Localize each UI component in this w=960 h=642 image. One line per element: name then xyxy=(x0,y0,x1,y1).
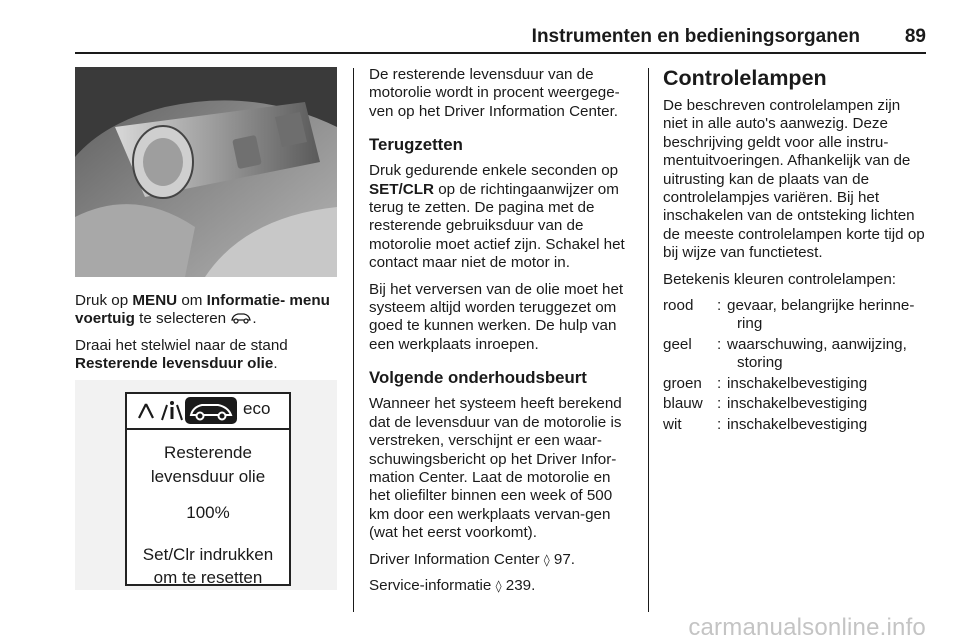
list-item: wit : inschakelbevestiging xyxy=(663,415,868,433)
eco-tab: eco xyxy=(243,399,271,418)
xref-icon: ◊ xyxy=(495,578,502,593)
page-number: 89 xyxy=(904,26,926,47)
column-left xyxy=(75,292,340,382)
column-divider xyxy=(648,68,649,612)
display-line1: Resterende xyxy=(164,443,252,462)
vehicle-info-tab xyxy=(185,397,237,424)
list-item: blauw : inschakelbevestiging xyxy=(663,395,868,413)
page-title: Instrumenten en bedieningsorganen xyxy=(531,26,860,47)
display-line4: om te resetten xyxy=(153,568,263,587)
heading-warning-lights: Controlelampen xyxy=(663,66,827,90)
display-screen xyxy=(125,392,291,586)
paragraph-colors-intro: Betekenis kleuren controlelampen: xyxy=(663,270,897,288)
vehicle-icon xyxy=(230,312,252,324)
color-meaning-list xyxy=(663,297,927,434)
list-item: geel : waarschuwing, aanwijzing, storing xyxy=(663,335,907,372)
car-icon xyxy=(185,397,237,424)
paragraph-reset: Druk gedurende enkele seconden op SET/CLR op de richtingaanwijzer om terug te zetten. De pagina met de resterende gebruiksduur van de motorolie moet actief zijn. Schakel het contact maar niet de motor in. xyxy=(369,162,625,272)
heading-next-service: Volgende onderhoudsbeurt xyxy=(369,368,587,388)
heading-reset: Terugzetten xyxy=(369,135,463,155)
set-clr-ref: SET/CLR xyxy=(369,180,434,198)
list-item: rood : gevaar, belangrijke herinne- ring xyxy=(663,297,915,333)
column-divider xyxy=(353,68,354,612)
column-right xyxy=(663,66,927,436)
warning-triangle-icon xyxy=(135,401,157,421)
oil-life-display-illustration xyxy=(75,380,337,590)
paragraph-oil-change: Bij het verversen van de olie moet het systeem altijd worden teruggezet om goed te kunnen werken. De hulp van een werkplaats inroepen. xyxy=(369,280,624,353)
menu-button-ref: MENU xyxy=(132,292,178,309)
xref-icon: ◊ xyxy=(543,552,550,567)
xref-dic[interactable]: Driver Information Center ◊ 97. xyxy=(369,550,575,568)
xref-service[interactable]: Service-informatie ◊ 239. xyxy=(369,576,536,594)
paragraph-oil-percent: De resterende levensduur van de motorolie wordt in procent weergege-ven op het Driver Information Center. xyxy=(369,66,620,120)
vehicle-info-menu-ref: Informatie- menu voertuig xyxy=(75,292,330,328)
paragraph-menu: Druk op MENU om Informatie- menu voertuig te selecteren . xyxy=(75,292,330,328)
display-topbar xyxy=(127,394,289,430)
turn-signal-lever-photo xyxy=(75,67,337,277)
list-item: groen : inschakelbevestiging xyxy=(663,374,868,392)
paragraph-warning: Wanneer het systeem heeft berekend dat de levensduur van de motorolie is verstreken, verschijnt er een waar-schuwingsbericht op het Driver Infor-mation Center. Laat de motorolie en het oliefilter binnen een week of 500 km door een werkplaats vervan-gen (wat het eerst voorkomt). xyxy=(369,395,622,542)
watermark: carmanualsonline.info xyxy=(688,614,926,641)
paragraph-thumbwheel: Draai het stelwiel naar de stand Resterende levensduur olie. xyxy=(75,336,288,373)
header-rule xyxy=(75,52,926,54)
display-line3: Set/Clr indrukken xyxy=(142,545,274,564)
paragraph-warning-lights: De beschreven controlelampen zijn niet in alle auto's aanwezig. Deze beschrijving geldt voor alle instru-mentuitvoeringen. Afhankelijk van de uitrusting kan de plaats van de controlelampjes variëren. Bij het inschakelen van de ontsteking lichten de meeste controlelampen korte tijd op bij wijze van functietest. xyxy=(663,97,925,262)
display-percent: 100% xyxy=(186,503,230,522)
page-header xyxy=(75,26,926,48)
oil-life-setting-ref: Resterende levensduur olie xyxy=(75,355,274,373)
display-line2: levensduur olie xyxy=(150,467,266,486)
info-icon xyxy=(159,400,185,422)
column-middle xyxy=(369,66,633,603)
